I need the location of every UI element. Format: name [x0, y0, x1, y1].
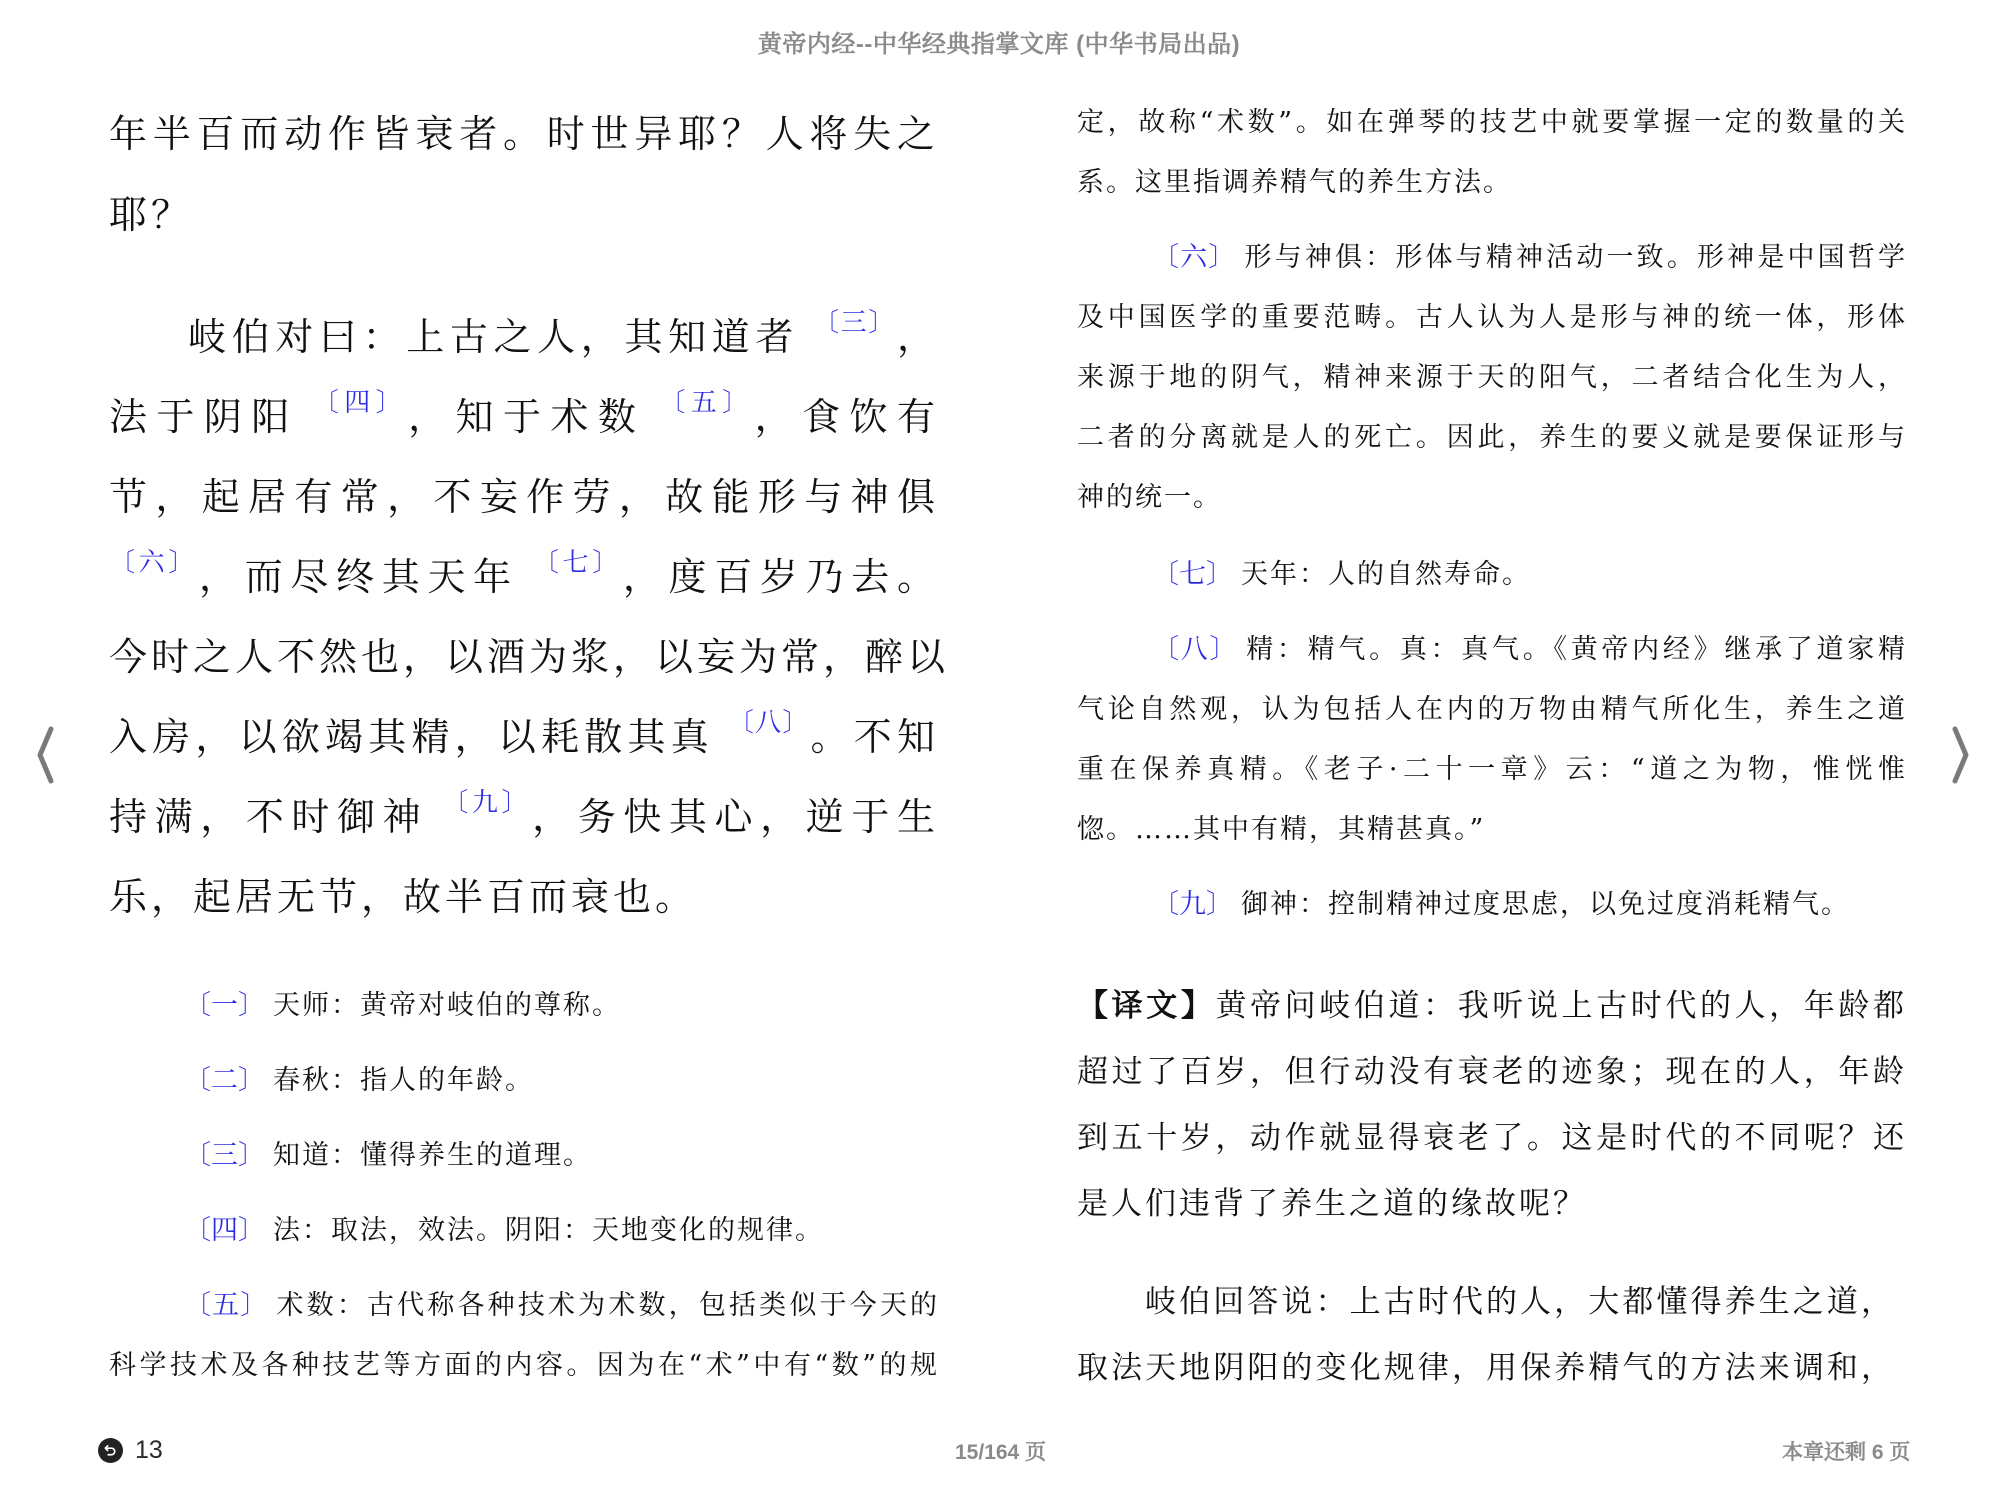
- history-count: 13: [135, 1436, 163, 1464]
- translation-line: 超过了百岁，但行动没有衰老的迹象；现在的人，年龄: [1077, 1054, 1907, 1090]
- footnote-5-cont: 定，故称“术数”。如在弹琴的技艺中就要掌握一定的数量的关: [1077, 107, 1907, 138]
- footnote-7: 〔七〕 天年：人的自然寿命。: [1152, 559, 1531, 590]
- footnote-8-cont: 气论自然观，认为包括人在内的万物由精气所化生，养生之道: [1077, 694, 1907, 725]
- footnote-ref-7[interactable]: 〔七〕: [532, 548, 609, 578]
- chapter-remaining: 本章还剩 6 页: [1782, 1441, 1911, 1464]
- footnote-ref-8[interactable]: 〔八〕: [727, 708, 797, 738]
- footnote-6-cont: 来源于地的阴气，精神来源于天的阳气，二者结合化生为人，: [1077, 362, 1907, 393]
- footnote-ref-6[interactable]: 〔六〕: [109, 548, 186, 578]
- footnote-6: 〔六〕 形与神俱：形体与精神活动一致。形神是中国哲学: [1152, 242, 1907, 273]
- page-indicator: 15/164 页: [955, 1441, 1047, 1464]
- chevron-left-icon: [36, 726, 54, 784]
- footnote-number: 〔一〕: [184, 990, 265, 1021]
- footnote-number: 〔六〕: [1152, 242, 1237, 273]
- translation-line: 是人们违背了养生之道的缘故呢？: [1077, 1186, 1587, 1222]
- footnote-6-cont: 二者的分离就是人的死亡。因此，养生的要义就是要保证形与: [1077, 422, 1907, 453]
- footnote-5-cont: 科学技术及各种技艺等方面的内容。因为在“术”中有“数”的规: [109, 1350, 939, 1381]
- translation-line: 到五十岁，动作就显得衰老了。这是时代的不同呢？还: [1077, 1120, 1907, 1156]
- footnote-ref-3[interactable]: 〔三〕: [813, 308, 883, 338]
- translation-line: 【译文】黄帝问岐伯道：我听说上古时代的人，年龄都: [1077, 988, 1908, 1024]
- text-line: 节，起居有常，不妄作劳，故能形与神俱: [109, 475, 939, 519]
- text-line: 耶？: [109, 193, 194, 237]
- next-page-button[interactable]: [1952, 726, 1970, 784]
- footnote-4: 〔四〕 法：取法，效法。阴阳：天地变化的规律。: [184, 1215, 824, 1246]
- footnote-ref-9[interactable]: 〔九〕: [442, 788, 519, 818]
- footnote-8-cont: 重在保养真精。《老子·二十一章》云：“道之为物，惟恍惟: [1077, 754, 1907, 785]
- translation-line: 岐伯回答说：上古时代的人，大都懂得养生之道，: [1145, 1284, 1895, 1320]
- footnote-number: 〔三〕: [184, 1140, 265, 1171]
- text-line: 今时之人不然也，以酒为浆，以妄为常，醉以: [109, 635, 950, 679]
- text-line: 乐，起居无节，故半百而衰也。: [109, 875, 698, 919]
- footnote-8-cont: 惚。……其中有精，其精甚真。”: [1077, 814, 1486, 845]
- footnote-ref-5[interactable]: 〔五〕: [659, 388, 741, 418]
- footnote-number: 〔四〕: [184, 1215, 265, 1246]
- footnote-number: 〔八〕: [1152, 634, 1239, 665]
- chevron-right-icon: [1952, 726, 1970, 784]
- prev-page-button[interactable]: [36, 726, 54, 784]
- translation-label: 【译文】: [1077, 988, 1216, 1024]
- footnote-number: 〔九〕: [1152, 889, 1233, 920]
- footnote-8: 〔八〕 精：精气。真：真气。《黄帝内经》继承了道家精: [1152, 634, 1907, 665]
- footnote-1: 〔一〕 天师：黄帝对岐伯的尊称。: [184, 990, 621, 1021]
- footnote-number: 〔二〕: [184, 1065, 265, 1096]
- footnote-5-cont: 系。这里指调养精气的养生方法。: [1077, 167, 1512, 198]
- book-title: 黄帝内经--中华经典指掌文库 (中华书局出品): [757, 31, 1241, 58]
- history-back-button[interactable]: [98, 1436, 163, 1465]
- text-line: 入房，以欲竭其精，以耗散其真 $^{〔八〕}$ 。不知: [109, 708, 939, 759]
- text-line: 年半百而动作皆衰者。时世异耶？人将失之: [109, 112, 939, 156]
- footnote-5: 〔五〕 术数：古代称各种技术为术数，包括类似于今天的: [184, 1290, 939, 1321]
- footnote-6-cont: 及中国医学的重要范畴。古人认为人是形与神的统一体，形体: [1077, 302, 1907, 333]
- text-line: 持满，不时御神 $^{〔九〕}$ ，务快其心，逆于生: [109, 788, 939, 839]
- footnote-9: 〔九〕 御神：控制精神过度思虑，以免过度消耗精气。: [1152, 889, 1850, 920]
- footnote-number: 〔七〕: [1152, 559, 1233, 590]
- footnote-number: 〔五〕: [184, 1290, 269, 1321]
- text-line: $^{〔六〕}$ ，而尽终其天年 $^{〔七〕}$ ，度百岁乃去。: [109, 548, 939, 599]
- footnote-2: 〔二〕 春秋：指人的年龄。: [184, 1065, 534, 1096]
- translation-line: 取法天地阴阳的变化规律，用保养精气的方法来调和，: [1077, 1350, 1895, 1386]
- text-line: 法于阴阳 $^{〔四〕}$ ，知于术数 $^{〔五〕}$ ，食饮有: [109, 388, 939, 439]
- history-back-icon: [98, 1438, 123, 1463]
- text-line: 岐伯对曰：上古之人，其知道者 $^{〔三〕}$ ，: [188, 308, 939, 359]
- footnote-6-cont: 神的统一。: [1077, 482, 1222, 513]
- footnote-3: 〔三〕 知道：懂得养生的道理。: [184, 1140, 592, 1171]
- footnote-ref-4[interactable]: 〔四〕: [312, 388, 395, 418]
